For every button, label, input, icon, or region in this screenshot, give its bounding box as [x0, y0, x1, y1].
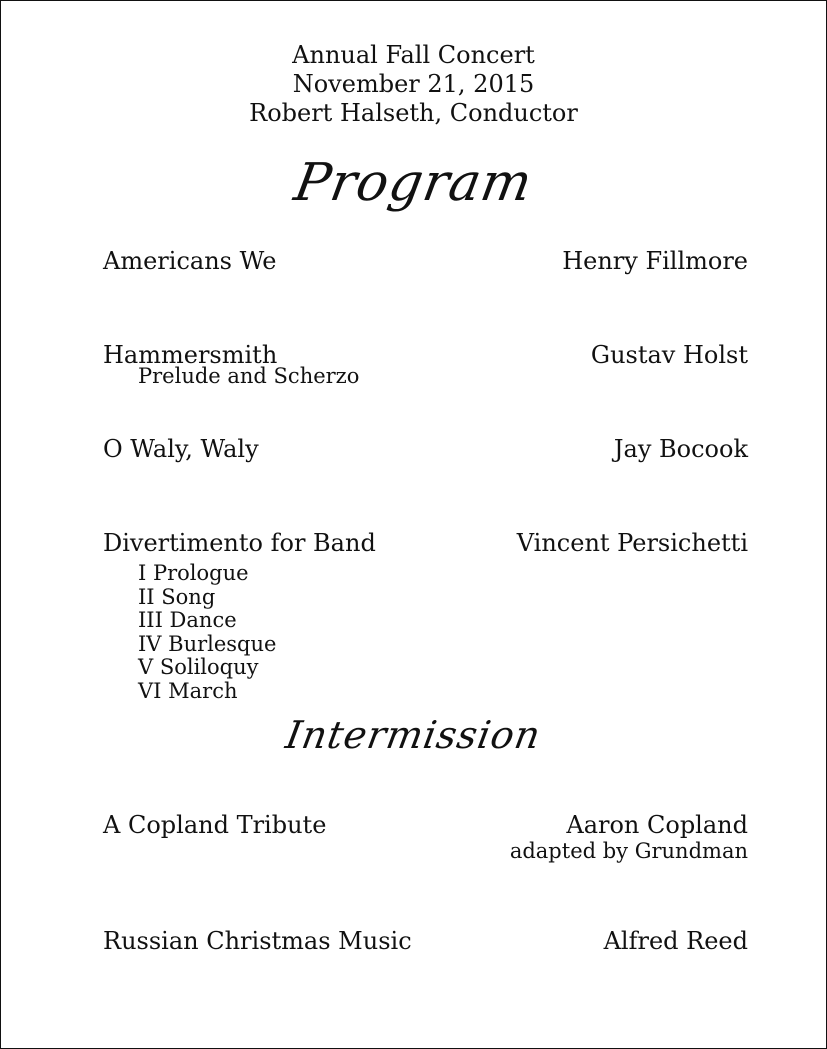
event-title: Annual Fall Concert: [292, 41, 535, 69]
movement-list: [103, 562, 748, 703]
program-item: [103, 247, 748, 275]
piece-subtitle: Prelude and Scherzo: [138, 364, 360, 388]
program-item: [103, 435, 748, 463]
conductor-line: Robert Halseth, Conductor: [249, 99, 578, 127]
piece-title: A Copland Tribute: [103, 811, 327, 839]
movement-item: II Song: [138, 584, 216, 609]
piece-title: Divertimento for Band: [103, 529, 376, 557]
piece-composer: Gustav Holst: [590, 341, 748, 369]
piece-composer: Vincent Persichetti: [516, 529, 748, 557]
intermission-heading: Intermission: [282, 713, 545, 757]
piece-title: Hammersmith: [103, 341, 278, 369]
movement-item: IV Burlesque: [138, 631, 277, 656]
piece-composer: Henry Fillmore: [562, 247, 748, 275]
piece-composer: Alfred Reed: [603, 927, 748, 955]
piece-title: Americans We: [103, 247, 277, 275]
piece-composer: Aaron Copland: [566, 811, 748, 839]
program-heading: Program: [289, 153, 538, 213]
piece-title: O Waly, Waly: [103, 435, 259, 463]
movement-item: VI March: [138, 678, 238, 703]
piece-title: Russian Christmas Music: [103, 927, 412, 955]
program-item: [103, 811, 748, 863]
program-item: [103, 927, 748, 955]
program-item: [103, 341, 748, 389]
piece-composer: Jay Bocook: [613, 435, 748, 463]
event-date: November 21, 2015: [292, 70, 535, 98]
concert-header: [1, 41, 826, 128]
piece-arranger: adapted by Grundman: [509, 839, 748, 863]
movement-item: I Prologue: [138, 561, 249, 585]
movement-item: III Dance: [138, 608, 237, 632]
program-item: [103, 529, 748, 703]
movement-item: V Soliloquy: [138, 655, 259, 679]
